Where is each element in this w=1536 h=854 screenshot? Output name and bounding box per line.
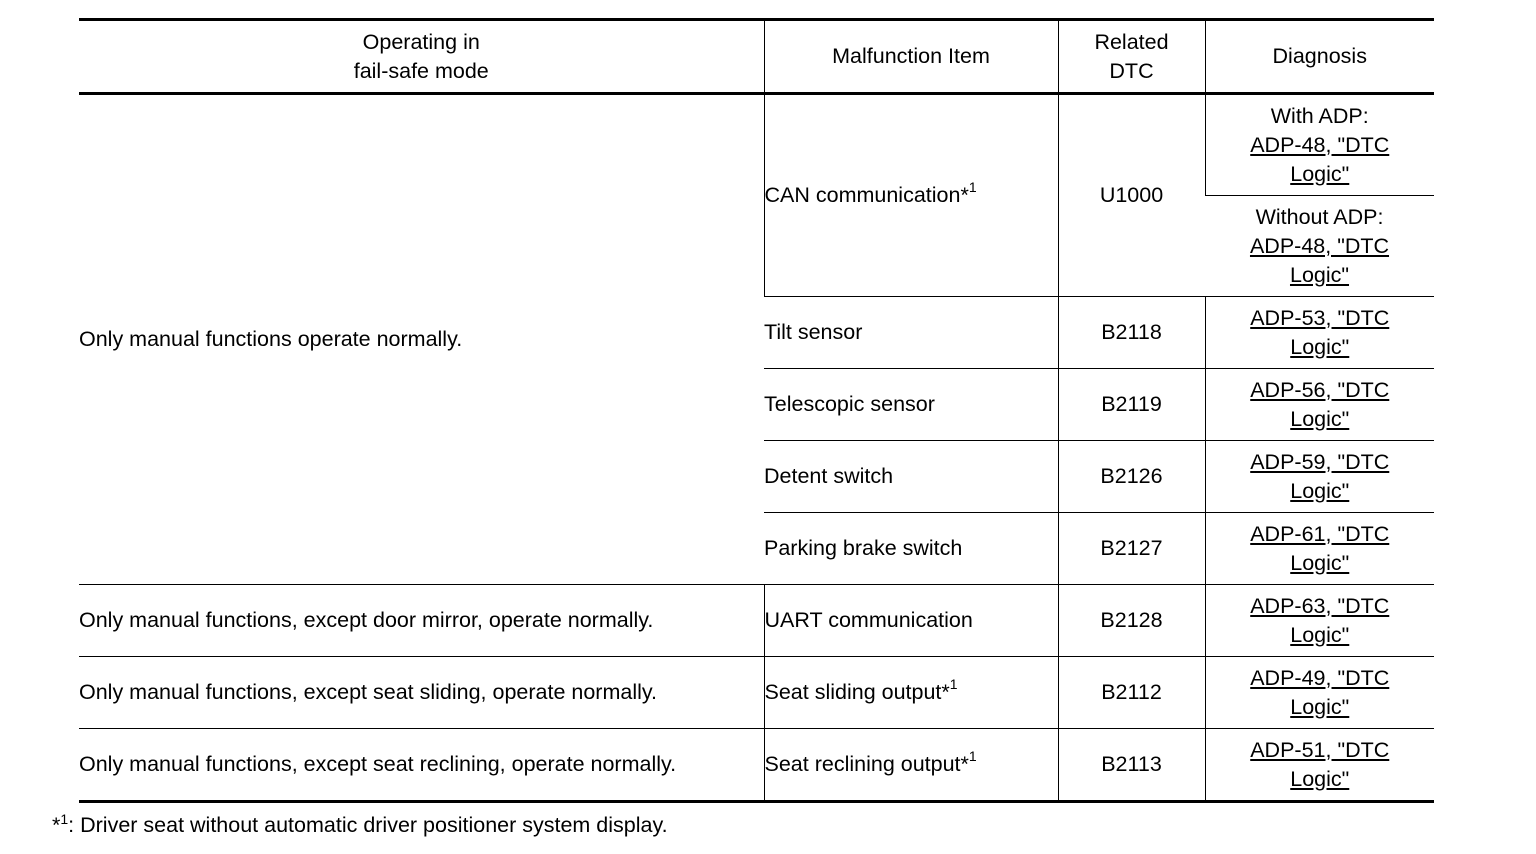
footnote-text: : Driver seat without automatic driver positioner system display. [68,813,668,837]
condition-text: Only manual functions, except door mirror, operate normally. [79,608,654,632]
diagnosis-link-line1: ADP-49, "DTC [1250,665,1390,690]
diagnosis-cell [1205,585,1434,657]
diagnosis-link-line1: ADP-48, "DTC [1249,233,1390,258]
malfunction-cell [764,657,1058,729]
table-row [79,729,1434,802]
diagnosis-link[interactable] [1250,234,1389,287]
fail-safe-table [79,18,1434,803]
condition-cell [79,657,764,729]
diagnosis-cell [1205,369,1434,441]
diagnosis-link-line2: Logic" [1289,262,1350,287]
dtc-cell [1058,441,1205,513]
diagnosis-link-line1: ADP-51, "DTC [1250,737,1390,762]
diagnosis-cell [1205,94,1434,196]
diagnosis-link[interactable] [1250,306,1389,359]
dtc-code: B2119 [1101,392,1162,416]
diagnosis-cell [1205,297,1434,369]
malfunction-text: Seat reclining output* [764,752,969,776]
diagnosis-link[interactable] [1250,594,1389,647]
diagnosis-link-line1: ADP-61, "DTC [1250,521,1390,546]
table-row [79,657,1434,729]
condition-cell [79,585,764,657]
diagnosis-link[interactable] [1250,522,1389,575]
malfunction-cell [764,729,1058,802]
diagnosis-link-line2: Logic" [1290,406,1350,431]
malfunction-text: Telescopic sensor [764,392,935,416]
header-dtc-line2: DTC [1109,58,1154,83]
diagnosis-link-line2: Logic" [1290,766,1350,791]
dtc-cell [1058,297,1205,369]
dtc-code: B2118 [1101,320,1162,344]
diagnosis-link-line2: Logic" [1290,622,1350,647]
diagnosis-link-line2: Logic" [1290,694,1350,719]
malfunction-cell [764,513,1058,585]
diagnosis-link-line1: ADP-48, "DTC [1250,132,1390,157]
condition-text: Only manual functions, except seat sliding, operate normally. [79,680,658,704]
diagnosis-link-line2: Logic" [1290,334,1350,359]
table-row [79,94,1434,196]
diagnosis-link[interactable] [1250,133,1389,186]
footnote-marker: * [52,813,61,837]
diagnosis-cell [1205,196,1434,297]
table-header-row [79,20,1434,94]
diagnosis-link-line1: ADP-59, "DTC [1250,449,1390,474]
header-operating-mode [79,20,764,94]
footnote-ref: 1 [968,747,977,764]
dtc-code: B2112 [1101,680,1162,704]
dtc-code: B2113 [1101,752,1162,776]
dtc-cell [1058,657,1205,729]
dtc-cell [1058,585,1205,657]
dtc-code: B2128 [1100,608,1163,632]
diagnosis-link[interactable] [1250,378,1389,431]
diagnosis-link-line1: ADP-56, "DTC [1250,377,1390,402]
dtc-cell [1058,729,1205,802]
dtc-code: B2127 [1100,536,1163,560]
diagnosis-without-adp-label: Without ADP: [1255,204,1384,229]
header-operating-line1: Operating in [362,29,480,54]
diagnosis-with-adp-label: With ADP: [1270,103,1369,128]
diagnosis-cell [1205,513,1434,585]
diagnosis-link[interactable] [1250,450,1389,503]
diagnosis-cell [1205,729,1434,802]
condition-text: Only manual functions, except seat reclining, operate normally. [79,752,677,776]
header-diagnosis [1205,20,1434,94]
malfunction-cell [764,441,1058,513]
malfunction-cell [764,94,1058,297]
condition-cell [79,94,764,585]
dtc-cell [1058,369,1205,441]
diagnosis-link[interactable] [1250,738,1389,791]
condition-cell [79,729,764,802]
header-malfunction-label: Malfunction Item [832,44,990,68]
malfunction-cell [764,369,1058,441]
diagnosis-link-line2: Logic" [1290,161,1350,186]
header-operating-line2: fail-safe mode [353,58,489,83]
header-dtc-line1: Related [1094,29,1169,54]
diagnosis-link[interactable] [1250,666,1389,719]
diagnosis-link-line1: ADP-53, "DTC [1250,305,1390,330]
table-row [79,585,1434,657]
dtc-code: U1000 [1099,183,1164,207]
diagnosis-cell [1205,657,1434,729]
footnote [52,811,668,840]
malfunction-text: UART communication [764,608,973,632]
diagnosis-link-line2: Logic" [1290,550,1350,575]
diagnosis-cell [1205,441,1434,513]
footnote-ref: 1 [968,178,977,195]
diagnosis-link-line1: ADP-63, "DTC [1250,593,1390,618]
malfunction-text: Parking brake switch [764,536,963,560]
footnote-number: 1 [60,810,69,827]
dtc-cell [1058,94,1205,297]
header-diagnosis-label: Diagnosis [1272,44,1367,68]
fail-safe-document [79,18,1434,803]
footnote-ref: 1 [949,675,958,692]
header-malfunction-item [764,20,1058,94]
malfunction-text: Detent switch [764,464,894,488]
malfunction-cell [764,297,1058,369]
diagnosis-link-line2: Logic" [1290,478,1350,503]
malfunction-text: Seat sliding output* [764,680,950,704]
condition-text: Only manual functions operate normally. [79,327,463,351]
header-related-dtc [1058,20,1205,94]
malfunction-text: CAN communication* [764,183,969,207]
dtc-code: B2126 [1100,464,1163,488]
malfunction-text: Tilt sensor [764,320,863,344]
dtc-cell [1058,513,1205,585]
malfunction-cell [764,585,1058,657]
